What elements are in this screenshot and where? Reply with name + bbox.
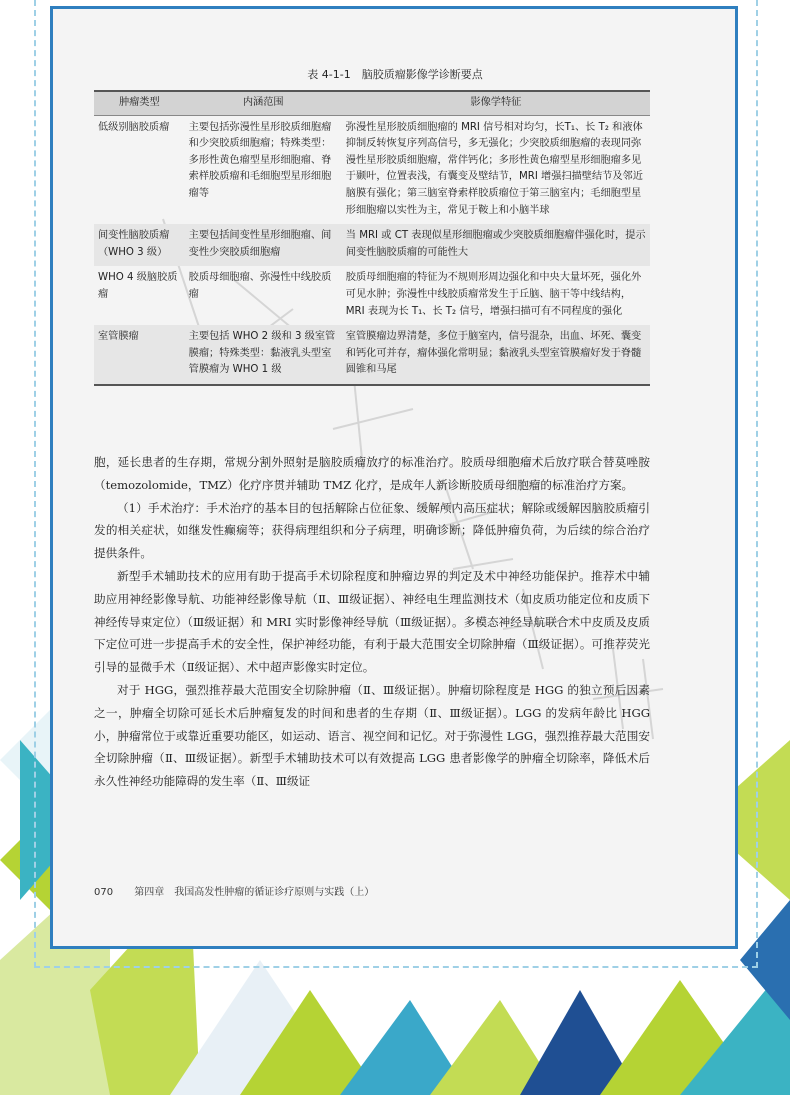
page-footer — [94, 883, 392, 898]
cell-type: 低级别脑胶质瘤 — [98, 121, 170, 133]
paragraph-hgg-lgg: 对于 HGG，强烈推荐最大范围安全切除肿瘤（Ⅱ、Ⅲ级证据）。肿瘤切除程度是 HGG 的独立预后因素之一，肿瘤全切除可延长术后肿瘤复发的时间和患者的生存期（Ⅱ、Ⅲ级证据）。LGG 的发病年龄比 HGG 小，肿瘤常位于或靠近重要功能区，如运动、语言、视空间和记忆。对于弥漫性 LGG，强烈推荐最大范围安全切除肿瘤（Ⅱ、Ⅲ级证据）。新型手术辅助技术可以有效提高 LGG 患者影像学的肿瘤全切除率，降低术后永久性神经功能障碍的发生率（Ⅱ、Ⅲ级证 — [94, 682, 650, 789]
header-scope: 内涵范围 — [185, 91, 342, 115]
table-row — [94, 266, 650, 325]
body-text — [94, 451, 650, 793]
table-caption: 表 4-1-1 脑胶质瘤影像学诊断要点 — [307, 68, 483, 81]
cell-type: 间变性脑胶质瘤（WHO 3 级） — [94, 224, 185, 266]
cell-features: 弥漫性星形胶质细胞瘤的 MRI 信号相对均匀，长T₁、长 T₂ 和液体抑制反转恢复序列高信号，多无强化；少突胶质细胞瘤的表现同弥漫性星形胶质细胞瘤，常伴钙化；多形性黄色瘤型星形细胞瘤多见于颞叶，位置表浅，有囊变及壁结节，MRI 增强扫描壁结节及邻近脑膜有强化；第三脑室脊索样胶质瘤位于第三脑室内；毛细胞型星形细胞瘤以实性为主，常见于鞍上和小脑半球 — [345, 121, 643, 216]
cell-scope: 胶质母细胞瘤、弥漫性中线胶质瘤 — [188, 272, 332, 300]
paragraph-techniques: 新型手术辅助技术的应用有助于提高手术切除程度和肿瘤边界的判定及术中神经功能保护。推荐术中辅助应用神经影像导航、功能神经影像导航（Ⅱ、Ⅲ级证据）、神经电生理监测技术（如皮质功能定位和皮质下神经传导束定位）（Ⅲ级证据）和 MRI 实时影像神经导航（Ⅲ级证据）。多模态神经导航联合术中皮质及皮质下定位可进一步提高手术的安全性，保护神经功能，有利于最大范围安全切除肿瘤（Ⅲ级证据）。可推荐荧光引导的显微手术（Ⅱ级证据）、术中超声影像实时定位。 — [94, 568, 650, 675]
table-header-row — [94, 91, 650, 115]
paragraph-1: 胞，延长患者的生存期，常规分割外照射是脑胶质瘤放疗的标准治疗。胶质母细胞瘤术后放疗联合替莫唑胺（temozolomide，TMZ）化疗序贯并辅助 TMZ 化疗，是成年人新诊断胶质母细胞瘤的标准治疗方案。 — [94, 455, 650, 492]
chapter-title: 第四章 我国高发性肿瘤的循证诊疗原则与实践（上） — [134, 887, 375, 898]
header-tumor-type: 肿瘤类型 — [94, 91, 185, 115]
cell-type: 室管膜瘤 — [94, 325, 185, 385]
cell-scope: 主要包括间变性星形细胞瘤、间变性少突胶质细胞瘤 — [185, 224, 342, 266]
cell-type: WHO 4 级脑胶质瘤 — [98, 272, 178, 300]
cell-features: 当 MRI 或 CT 表现似星形细胞瘤或少突胶质细胞瘤伴强化时，提示间变性脑胶质瘤的可能性大 — [342, 224, 650, 266]
header-features: 影像学特征 — [342, 91, 650, 115]
cell-scope: 主要包括弥漫性星形胶质细胞瘤和少突胶质细胞瘤；特殊类型：多形性黄色瘤型星形细胞瘤、脊索样胶质瘤和毛细胞型星形细胞瘤等 — [188, 121, 332, 199]
diagnosis-table — [94, 90, 650, 386]
cell-scope: 主要包括 WHO 2 级和 3 级室管膜瘤；特殊类型：黏液乳头型室管膜瘤为 WHO 1 级 — [185, 325, 342, 385]
table-row — [94, 325, 650, 385]
table-row — [94, 115, 650, 224]
paragraph-surgery: （1）手术治疗：手术治疗的基本目的包括解除占位征象、缓解颅内高压症状；解除或缓解因脑胶质瘤引发的相关症状，如继发性癫痫等；获得病理组织和分子病理，明确诊断；降低肿瘤负荷，为后续的综合治疗提供条件。 — [94, 500, 650, 561]
cell-features: 室管膜瘤边界清楚，多位于脑室内，信号混杂，出血、坏死、囊变和钙化可并存，瘤体强化常明显；黏液乳头型室管膜瘤好发于脊髓圆锥和马尾 — [342, 325, 650, 385]
page-number: 070 — [94, 887, 114, 898]
cell-features: 胶质母细胞瘤的特征为不规则形周边强化和中央大量坏死，强化外可见水肿；弥漫性中线胶质瘤常发生于丘脑、脑干等中线结构，MRI 表现为长 T₁、长 T₂ 信号，增强扫描可有不同程度的强化 — [345, 272, 642, 317]
table-row — [94, 224, 650, 266]
